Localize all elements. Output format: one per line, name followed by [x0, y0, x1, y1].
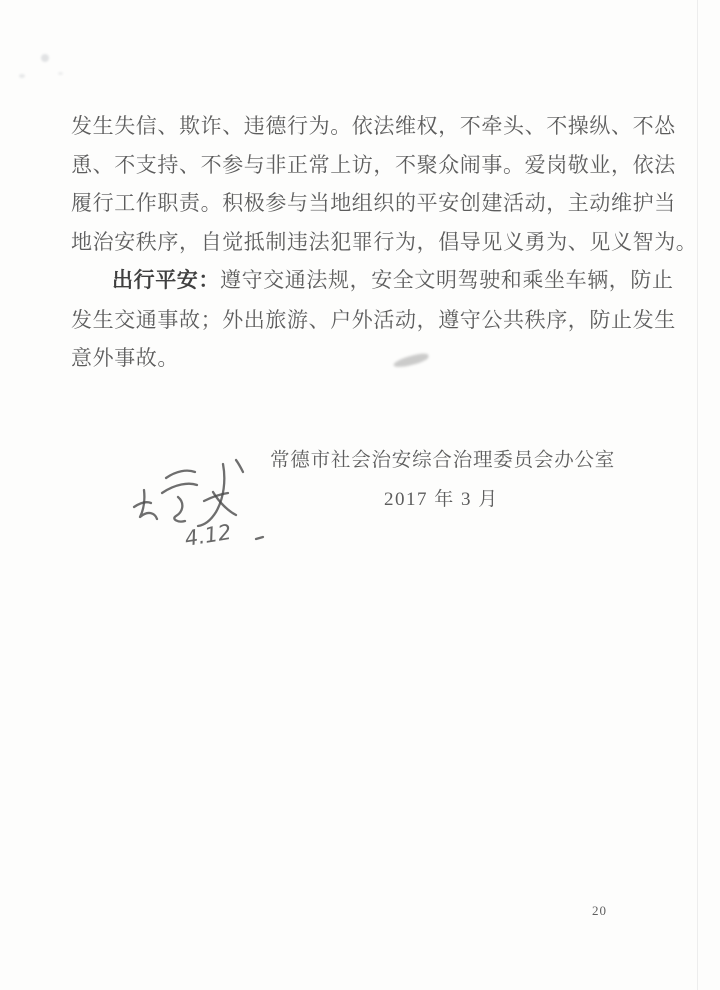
signature-stroke	[236, 460, 243, 472]
scan-speck	[58, 72, 63, 75]
signature-organization: 常德市社会治安综合治理委员会办公室	[270, 450, 616, 471]
handwritten-signature	[110, 450, 300, 575]
text-line: 发生失信、欺诈、违德行为。依法维权，不牵头、不操纵、不怂	[71, 114, 676, 138]
paragraph-lead-rest: 遵守交通法规，安全文明驾驶和乘坐车辆，防止	[220, 268, 674, 292]
signature-stroke	[256, 537, 263, 539]
text-line: 发生交通事故；外出旅游、户外活动，遵守公共秩序，防止发生	[71, 307, 676, 332]
paragraph-continuation	[71, 301, 676, 378]
body-paragraph-1	[71, 107, 698, 261]
text-line: 履行工作职责。积极参与当地组织的平安创建活动，主动维护当	[71, 191, 676, 215]
handwriting-date-note: 4.12	[183, 519, 233, 551]
text-line: 地治安秩序，自觉抵制违法犯罪行为，倡导见义勇为、见义智为。	[71, 229, 698, 254]
text-line: 意外事故。	[71, 346, 179, 370]
document-body	[71, 107, 698, 378]
text-line: 恿、不支持、不参与非正常上访，不聚众闹事。爱岗敬业，依法	[71, 152, 676, 177]
signature-stroke	[166, 471, 195, 478]
scan-edge-artifact	[697, 0, 698, 990]
scan-speck	[41, 54, 49, 62]
signature-stroke	[140, 490, 157, 519]
signature-stroke	[162, 484, 197, 493]
signature-stroke	[174, 497, 185, 522]
text-line	[71, 261, 674, 301]
scan-speck	[19, 74, 25, 78]
page-number: 20	[592, 903, 607, 918]
signature-date: 2017 年 3 月	[384, 489, 499, 510]
paragraph-lead-bold: 出行平安：	[112, 269, 220, 292]
body-paragraph-2	[71, 261, 676, 378]
